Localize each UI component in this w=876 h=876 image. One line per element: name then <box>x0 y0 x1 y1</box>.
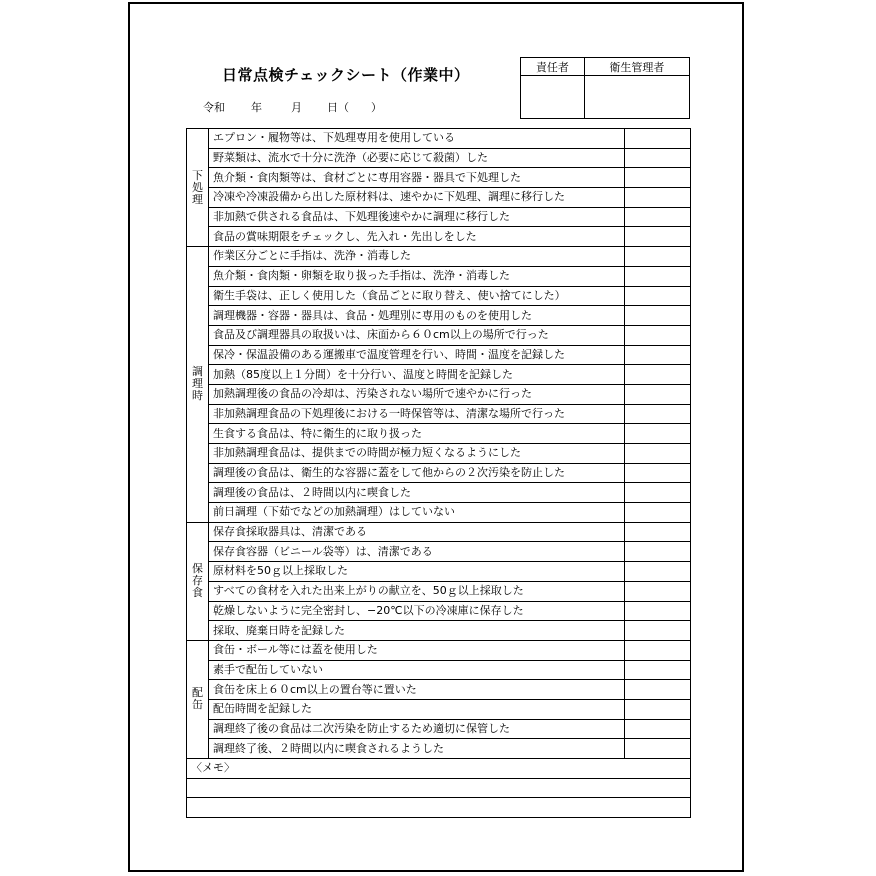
checklist-item: 調理機器・容器・器具は、食品・処理別に専用のものを使用した <box>209 306 625 326</box>
check-cell[interactable] <box>625 581 691 601</box>
checklist-item: 魚介類・食肉類等は、食材ごとに専用容器・器具で下処理した <box>209 168 625 188</box>
checklist-row <box>187 424 691 444</box>
checklist-row <box>187 365 691 385</box>
check-cell[interactable] <box>625 404 691 424</box>
checklist-row <box>187 306 691 326</box>
check-cell[interactable] <box>625 266 691 286</box>
checklist-item: 加熱（85度以上１分間）を十分行い、温度と時間を記録した <box>209 365 625 385</box>
checklist-item: 調理後の食品は、衛生的な容器に蓋をして他からの２次汚染を防止した <box>209 463 625 483</box>
date-day: 日（ ） <box>327 101 382 114</box>
checklist-item: 前日調理（下茹でなどの加熱調理）はしていない <box>209 503 625 523</box>
checklist-row <box>187 562 691 582</box>
checklist-item: 非加熱調理食品の下処理後における一時保管等は、清潔な場所で行った <box>209 404 625 424</box>
check-cell[interactable] <box>625 463 691 483</box>
checklist-row <box>187 483 691 503</box>
checklist-item: 保存食採取器具は、清潔である <box>209 522 625 542</box>
check-cell[interactable] <box>625 621 691 641</box>
memo-line[interactable] <box>187 798 691 818</box>
checklist-item: 食品の賞味期限をチェックし、先入れ・先出しをした <box>209 227 625 247</box>
checklist-row <box>187 188 691 208</box>
check-cell[interactable] <box>625 286 691 306</box>
memo-line[interactable] <box>187 778 691 798</box>
checklist-row <box>187 207 691 227</box>
checklist-item: 作業区分ごとに手指は、洗浄・消毒した <box>209 247 625 267</box>
page-title: 日常点検チェックシート（作業中） <box>222 66 470 84</box>
checklist-row <box>187 699 691 719</box>
checklist-row <box>187 503 691 523</box>
checklist-item: 採取、廃棄日時を記録した <box>209 621 625 641</box>
check-cell[interactable] <box>625 483 691 503</box>
checklist-row <box>187 129 691 149</box>
checklist-item: すべての食材を入れた出来上がりの献立を、50ｇ以上採取した <box>209 581 625 601</box>
checklist-item: 非加熱で供される食品は、下処理後速やかに調理に移行した <box>209 207 625 227</box>
date-line <box>203 99 382 115</box>
checklist-item: 配缶時間を記録した <box>209 699 625 719</box>
check-cell[interactable] <box>625 148 691 168</box>
check-cell[interactable] <box>625 699 691 719</box>
checklist-row <box>187 601 691 621</box>
responsible-header: 責任者 <box>521 58 585 76</box>
checklist-item: 食缶を床上６０cm以上の置台等に置いた <box>209 680 625 700</box>
checklist-row <box>187 463 691 483</box>
checklist-row <box>187 227 691 247</box>
section-label-serving: 配缶 <box>187 640 209 758</box>
checklist-item: 調理終了後の食品は二次汚染を防止するため適切に保管した <box>209 719 625 739</box>
check-cell[interactable] <box>625 207 691 227</box>
checklist-row <box>187 680 691 700</box>
section-label-cooking: 調理時 <box>187 247 209 523</box>
checklist-row <box>187 325 691 345</box>
checklist-row <box>187 660 691 680</box>
checklist-item: 非加熱調理食品は、提供までの時間が極力短くなるようにした <box>209 444 625 464</box>
check-cell[interactable] <box>625 247 691 267</box>
check-cell[interactable] <box>625 168 691 188</box>
section-label-storage: 保存食 <box>187 522 209 640</box>
check-cell[interactable] <box>625 562 691 582</box>
memo-label: 〈メモ〉 <box>187 759 691 779</box>
check-cell[interactable] <box>625 660 691 680</box>
check-cell[interactable] <box>625 129 691 149</box>
date-year: 年 <box>251 101 262 114</box>
checklist-item: 冷凍や冷凍設備から出した原材料は、速やかに下処理、調理に移行した <box>209 188 625 208</box>
checklist-row <box>187 621 691 641</box>
checklist-item: 保存食容器（ビニール袋等）は、清潔である <box>209 542 625 562</box>
check-cell[interactable] <box>625 325 691 345</box>
date-era: 令和 <box>203 101 225 114</box>
checklist-item: 衛生手袋は、正しく使用した（食品ごとに取り替え、使い捨てにした） <box>209 286 625 306</box>
checklist-row <box>187 719 691 739</box>
memo-row <box>187 798 691 818</box>
checklist-table <box>186 128 691 818</box>
checklist-item: 生食する食品は、特に衛生的に取り扱った <box>209 424 625 444</box>
checklist-row <box>187 384 691 404</box>
check-cell[interactable] <box>625 384 691 404</box>
checklist-row <box>187 444 691 464</box>
checklist-row <box>187 345 691 365</box>
check-cell[interactable] <box>625 601 691 621</box>
checklist-item: 調理後の食品は、２時間以内に喫食した <box>209 483 625 503</box>
checklist-row <box>187 247 691 267</box>
checklist-row <box>187 522 691 542</box>
checklist-row <box>187 148 691 168</box>
checklist-item: 魚介類・食肉類・卵類を取り扱った手指は、洗浄・消毒した <box>209 266 625 286</box>
section-label-prep: 下処理 <box>187 129 209 247</box>
check-cell[interactable] <box>625 365 691 385</box>
checklist-item: 調理終了後、２時間以内に喫食されるようした <box>209 739 625 759</box>
check-cell[interactable] <box>625 542 691 562</box>
checklist-row <box>187 286 691 306</box>
checklist-item: 保冷・保温設備のある運搬車で温度管理を行い、時間・温度を記録した <box>209 345 625 365</box>
check-cell[interactable] <box>625 306 691 326</box>
checklist-row <box>187 581 691 601</box>
checklist-row <box>187 542 691 562</box>
check-cell[interactable] <box>625 444 691 464</box>
checklist-item: 野菜類は、流水で十分に洗浄（必要に応じて殺菌）した <box>209 148 625 168</box>
checklist-row <box>187 168 691 188</box>
check-cell[interactable] <box>625 345 691 365</box>
checklist-item: 食缶・ボール等には蓋を使用した <box>209 640 625 660</box>
checklist-row <box>187 404 691 424</box>
checklist-row <box>187 739 691 759</box>
checklist-row <box>187 640 691 660</box>
checklist-item: 食品及び調理器具の取扱いは、床面から６０cm以上の場所で行った <box>209 325 625 345</box>
check-cell[interactable] <box>625 227 691 247</box>
check-cell[interactable] <box>625 719 691 739</box>
checklist-item: 素手で配缶していない <box>209 660 625 680</box>
checklist-item: 原材料を50ｇ以上採取した <box>209 562 625 582</box>
approval-stamp-table <box>520 57 690 119</box>
checklist-item: 加熱調理後の食品の冷却は、汚染されない場所で速やかに行った <box>209 384 625 404</box>
hygiene-manager-header: 衛生管理者 <box>584 58 689 76</box>
check-cell[interactable] <box>625 640 691 660</box>
check-cell[interactable] <box>625 739 691 759</box>
check-cell[interactable] <box>625 680 691 700</box>
memo-row <box>187 778 691 798</box>
memo-row <box>187 759 691 779</box>
checklist-item: 乾燥しないように完全密封し、−20℃以下の冷凍庫に保存した <box>209 601 625 621</box>
check-cell[interactable] <box>625 522 691 542</box>
hygiene-manager-stamp-box[interactable] <box>584 76 689 119</box>
checklist-item: エプロン・履物等は、下処理専用を使用している <box>209 129 625 149</box>
check-cell[interactable] <box>625 503 691 523</box>
date-month: 月 <box>291 101 302 114</box>
check-cell[interactable] <box>625 188 691 208</box>
responsible-stamp-box[interactable] <box>521 76 585 119</box>
check-cell[interactable] <box>625 424 691 444</box>
checklist-row <box>187 266 691 286</box>
